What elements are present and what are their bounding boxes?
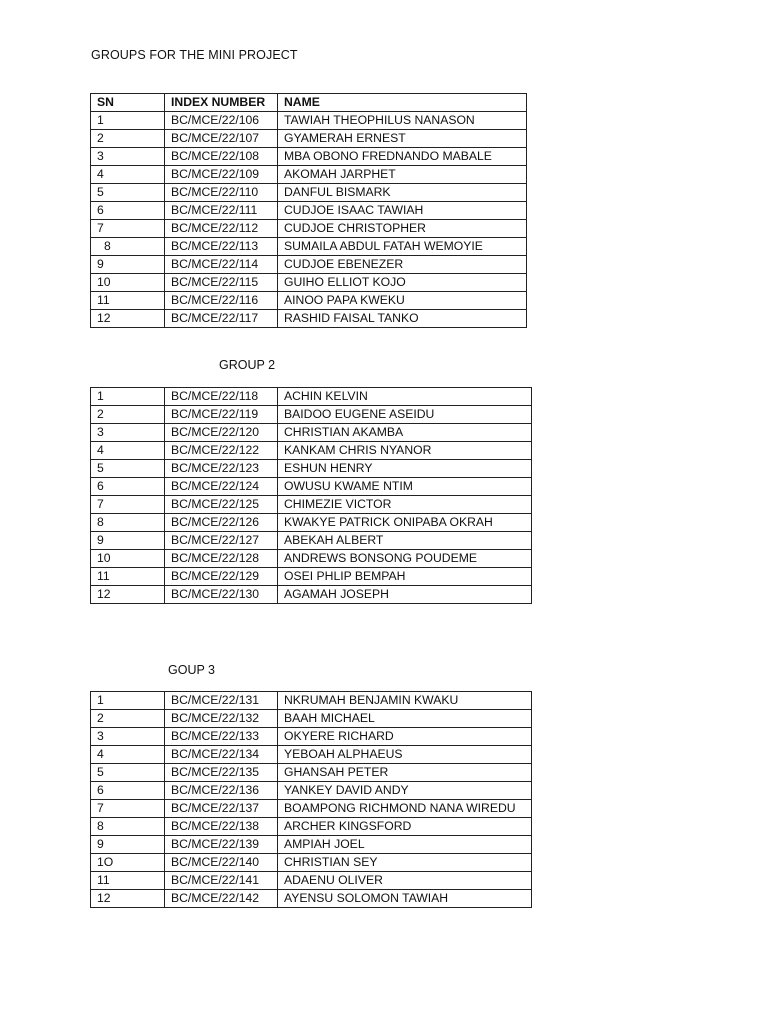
cell-index-number: BC/MCE/22/132 bbox=[165, 710, 278, 728]
table-row bbox=[91, 220, 527, 238]
cell-name: OSEI PHLIP BEMPAH bbox=[278, 568, 532, 586]
cell-name: BAIDOO EUGENE ASEIDU bbox=[278, 406, 532, 424]
table-row bbox=[91, 818, 532, 836]
cell-sn: 9 bbox=[91, 836, 165, 854]
cell-index-number: BC/MCE/22/133 bbox=[165, 728, 278, 746]
cell-index-number: BC/MCE/22/111 bbox=[165, 202, 278, 220]
table-row bbox=[91, 478, 532, 496]
cell-name: RASHID FAISAL TANKO bbox=[278, 310, 527, 328]
cell-index-number: BC/MCE/22/125 bbox=[165, 496, 278, 514]
table-row bbox=[91, 692, 532, 710]
group-2-table bbox=[90, 387, 532, 604]
cell-name: ADAENU OLIVER bbox=[278, 872, 532, 890]
table-row bbox=[91, 532, 532, 550]
cell-sn: 12 bbox=[91, 586, 165, 604]
table-row bbox=[91, 460, 532, 478]
cell-index-number: BC/MCE/22/134 bbox=[165, 746, 278, 764]
cell-index-number: BC/MCE/22/114 bbox=[165, 256, 278, 274]
cell-index-number: BC/MCE/22/128 bbox=[165, 550, 278, 568]
cell-name: CUDJOE ISAAC TAWIAH bbox=[278, 202, 527, 220]
cell-index-number: BC/MCE/22/141 bbox=[165, 872, 278, 890]
cell-name: AINOO PAPA KWEKU bbox=[278, 292, 527, 310]
cell-sn: 3 bbox=[91, 148, 165, 166]
table-row bbox=[91, 550, 532, 568]
cell-name: ANDREWS BONSONG POUDEME bbox=[278, 550, 532, 568]
document-title: GROUPS FOR THE MINI PROJECT bbox=[91, 48, 298, 62]
cell-sn: 4 bbox=[91, 166, 165, 184]
cell-index-number: BC/MCE/22/129 bbox=[165, 568, 278, 586]
cell-name: YANKEY DAVID ANDY bbox=[278, 782, 532, 800]
cell-sn: 5 bbox=[91, 460, 165, 478]
table-row bbox=[91, 568, 532, 586]
table-row bbox=[91, 388, 532, 406]
cell-sn: 8 bbox=[91, 514, 165, 532]
table-row bbox=[91, 442, 532, 460]
cell-name: OKYERE RICHARD bbox=[278, 728, 532, 746]
cell-index-number: BC/MCE/22/109 bbox=[165, 166, 278, 184]
cell-sn: 1 bbox=[91, 692, 165, 710]
cell-sn: 6 bbox=[91, 782, 165, 800]
cell-sn: 10 bbox=[91, 274, 165, 292]
group-1-table bbox=[90, 93, 527, 328]
table-row bbox=[91, 836, 532, 854]
table-row bbox=[91, 238, 527, 256]
cell-sn: 4 bbox=[91, 746, 165, 764]
cell-sn: 1 bbox=[91, 388, 165, 406]
cell-index-number: BC/MCE/22/139 bbox=[165, 836, 278, 854]
cell-name: ACHIN KELVIN bbox=[278, 388, 532, 406]
cell-name: OWUSU KWAME NTIM bbox=[278, 478, 532, 496]
table-row bbox=[91, 148, 527, 166]
cell-index-number: BC/MCE/22/107 bbox=[165, 130, 278, 148]
cell-index-number: BC/MCE/22/119 bbox=[165, 406, 278, 424]
table-row bbox=[91, 728, 532, 746]
cell-name: KANKAM CHRIS NYANOR bbox=[278, 442, 532, 460]
cell-sn: 2 bbox=[91, 710, 165, 728]
cell-index-number: BC/MCE/22/113 bbox=[165, 238, 278, 256]
cell-sn: 11 bbox=[91, 568, 165, 586]
cell-index-number: BC/MCE/22/120 bbox=[165, 424, 278, 442]
table-row bbox=[91, 782, 532, 800]
cell-sn: 6 bbox=[91, 202, 165, 220]
table-row bbox=[91, 184, 527, 202]
cell-sn: 8 bbox=[91, 238, 165, 256]
cell-index-number: BC/MCE/22/130 bbox=[165, 586, 278, 604]
table-row bbox=[91, 130, 527, 148]
cell-sn: 9 bbox=[91, 532, 165, 550]
cell-sn: 12 bbox=[91, 310, 165, 328]
cell-index-number: BC/MCE/22/137 bbox=[165, 800, 278, 818]
cell-name: GYAMERAH ERNEST bbox=[278, 130, 527, 148]
cell-sn: 11 bbox=[91, 872, 165, 890]
table-row bbox=[91, 746, 532, 764]
cell-name: CUDJOE EBENEZER bbox=[278, 256, 527, 274]
table-row bbox=[91, 256, 527, 274]
cell-sn: 7 bbox=[91, 220, 165, 238]
cell-name: KWAKYE PATRICK ONIPABA OKRAH bbox=[278, 514, 532, 532]
cell-name: GUIHO ELLIOT KOJO bbox=[278, 274, 527, 292]
cell-index-number: BC/MCE/22/108 bbox=[165, 148, 278, 166]
group-3-heading: GOUP 3 bbox=[168, 663, 216, 677]
table-row bbox=[91, 310, 527, 328]
cell-sn: 10 bbox=[91, 550, 165, 568]
cell-name: SUMAILA ABDUL FATAH WEMOYIE bbox=[278, 238, 527, 256]
cell-index-number: BC/MCE/22/142 bbox=[165, 890, 278, 908]
cell-name: AKOMAH JARPHET bbox=[278, 166, 527, 184]
cell-sn: 5 bbox=[91, 184, 165, 202]
cell-sn: 12 bbox=[91, 890, 165, 908]
cell-name: GHANSAH PETER bbox=[278, 764, 532, 782]
cell-sn: 2 bbox=[91, 130, 165, 148]
cell-index-number: BC/MCE/22/124 bbox=[165, 478, 278, 496]
table-row bbox=[91, 890, 532, 908]
cell-index-number: BC/MCE/22/126 bbox=[165, 514, 278, 532]
cell-sn: 11 bbox=[91, 292, 165, 310]
cell-index-number: BC/MCE/22/106 bbox=[165, 112, 278, 130]
header-name: NAME bbox=[278, 94, 527, 112]
cell-sn: 8 bbox=[91, 818, 165, 836]
cell-index-number: BC/MCE/22/123 bbox=[165, 460, 278, 478]
cell-name: YEBOAH ALPHAEUS bbox=[278, 746, 532, 764]
cell-sn: 6 bbox=[91, 478, 165, 496]
group-3-rows bbox=[91, 692, 532, 908]
cell-name: AYENSU SOLOMON TAWIAH bbox=[278, 890, 532, 908]
group-2-rows bbox=[91, 388, 532, 604]
cell-name: BOAMPONG RICHMOND NANA WIREDU bbox=[278, 800, 532, 818]
cell-index-number: BC/MCE/22/112 bbox=[165, 220, 278, 238]
cell-index-number: BC/MCE/22/131 bbox=[165, 692, 278, 710]
cell-name: ABEKAH ALBERT bbox=[278, 532, 532, 550]
cell-index-number: BC/MCE/22/140 bbox=[165, 854, 278, 872]
table-header-row bbox=[91, 94, 527, 112]
table-row bbox=[91, 710, 532, 728]
cell-sn: 1 bbox=[91, 112, 165, 130]
cell-name: ESHUN HENRY bbox=[278, 460, 532, 478]
cell-index-number: BC/MCE/22/116 bbox=[165, 292, 278, 310]
cell-name: MBA OBONO FREDNANDO MABALE bbox=[278, 148, 527, 166]
table-row bbox=[91, 764, 532, 782]
cell-sn: 7 bbox=[91, 496, 165, 514]
cell-sn: 3 bbox=[91, 728, 165, 746]
table-row bbox=[91, 424, 532, 442]
cell-name: NKRUMAH BENJAMIN KWAKU bbox=[278, 692, 532, 710]
table-row bbox=[91, 586, 532, 604]
cell-sn: 5 bbox=[91, 764, 165, 782]
group-1-rows bbox=[91, 112, 527, 328]
cell-name: CUDJOE CHRISTOPHER bbox=[278, 220, 527, 238]
cell-name: AGAMAH JOSEPH bbox=[278, 586, 532, 604]
table-row bbox=[91, 166, 527, 184]
cell-index-number: BC/MCE/22/110 bbox=[165, 184, 278, 202]
table-row bbox=[91, 854, 532, 872]
cell-index-number: BC/MCE/22/122 bbox=[165, 442, 278, 460]
cell-sn: 3 bbox=[91, 424, 165, 442]
table-row bbox=[91, 406, 532, 424]
cell-sn: 4 bbox=[91, 442, 165, 460]
cell-sn: 1O bbox=[91, 854, 165, 872]
cell-index-number: BC/MCE/22/136 bbox=[165, 782, 278, 800]
cell-index-number: BC/MCE/22/138 bbox=[165, 818, 278, 836]
cell-sn: 9 bbox=[91, 256, 165, 274]
header-sn: SN bbox=[91, 94, 165, 112]
table-row bbox=[91, 292, 527, 310]
table-row bbox=[91, 800, 532, 818]
cell-name: BAAH MICHAEL bbox=[278, 710, 532, 728]
cell-name: CHRISTIAN AKAMBA bbox=[278, 424, 532, 442]
cell-name: TAWIAH THEOPHILUS NANASON bbox=[278, 112, 527, 130]
cell-sn: 2 bbox=[91, 406, 165, 424]
header-index-number: INDEX NUMBER bbox=[165, 94, 278, 112]
table-row bbox=[91, 274, 527, 292]
cell-name: CHRISTIAN SEY bbox=[278, 854, 532, 872]
cell-index-number: BC/MCE/22/118 bbox=[165, 388, 278, 406]
cell-name: AMPIAH JOEL bbox=[278, 836, 532, 854]
table-row bbox=[91, 496, 532, 514]
cell-index-number: BC/MCE/22/115 bbox=[165, 274, 278, 292]
cell-name: DANFUL BISMARK bbox=[278, 184, 527, 202]
table-row bbox=[91, 514, 532, 532]
cell-sn: 7 bbox=[91, 800, 165, 818]
cell-name: CHIMEZIE VICTOR bbox=[278, 496, 532, 514]
cell-index-number: BC/MCE/22/135 bbox=[165, 764, 278, 782]
cell-index-number: BC/MCE/22/127 bbox=[165, 532, 278, 550]
cell-index-number: BC/MCE/22/117 bbox=[165, 310, 278, 328]
table-row bbox=[91, 112, 527, 130]
group-3-table bbox=[90, 691, 532, 908]
table-row bbox=[91, 872, 532, 890]
table-row bbox=[91, 202, 527, 220]
group-2-heading: GROUP 2 bbox=[219, 358, 276, 372]
cell-name: ARCHER KINGSFORD bbox=[278, 818, 532, 836]
